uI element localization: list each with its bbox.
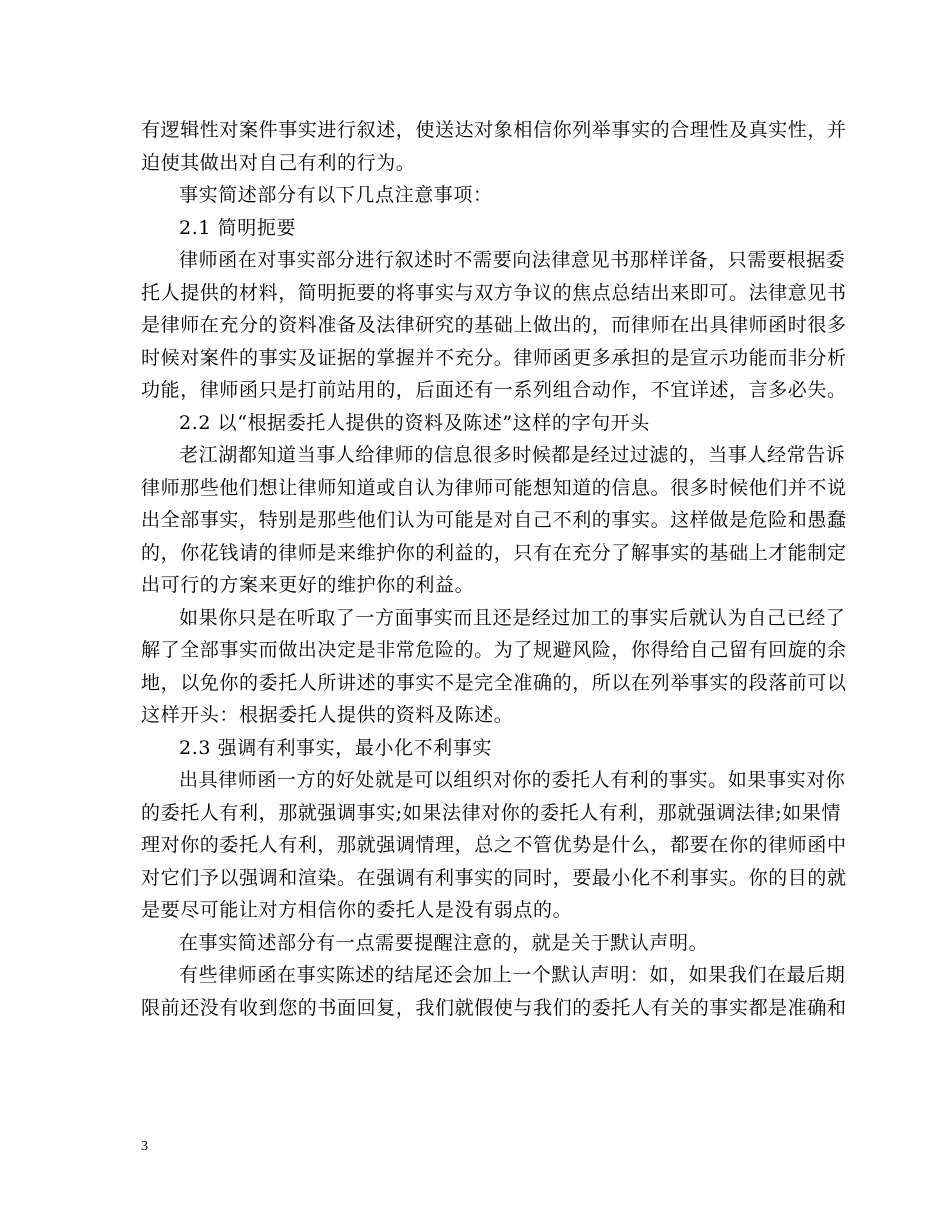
text-line: 理对你的委托人有利，那就强调情理，总之不管优势是什么，都要在你的律师函中 — [141, 834, 847, 856]
text-line: 解了全部事实而做出决定是非常危险的。为了规避风险，你得给自己留有回旋的余 — [141, 639, 847, 661]
text-line: 限前还没有收到您的书面回复，我们就假使与我们的委托人有关的事实都是准确和 — [141, 996, 847, 1019]
text-line: 出具律师函一方的好处就是可以组织对你的委托人有利的事实。如果事实对你 — [179, 769, 846, 791]
text-line: 如果你只是在听取了一方面事实而且还是经过加工的事实后就认为自己已经了 — [179, 606, 846, 629]
text-line: 的委托人有利，那就强调事实;如果法律对你的委托人有利，那就强调法律;如果情 — [141, 801, 842, 824]
text-line: 2.3 强调有利事实，最小化不利事实 — [179, 736, 493, 759]
text-line: 律师那些他们想让律师知道或自认为律师可能想知道的信息。很多时候他们并不说 — [141, 476, 847, 499]
text-line: 有逻辑性对案件事实进行叙述，使送达对象相信你列举事实的合理性及真实性，并 — [141, 119, 847, 141]
text-line: 是要尽可能让对方相信你的委托人是没有弱点的。 — [141, 899, 573, 921]
text-line: 2.1 简明扼要 — [179, 216, 297, 239]
text-line: 在事实简述部分有一点需要提醒注意的，就是关于默认声明。 — [179, 931, 709, 954]
text-line: 这样开头：根据委托人提供的资料及陈述。 — [141, 704, 514, 726]
text-line: 是律师在充分的资料准备及法律研究的基础上做出的，而律师在出具律师函时很多 — [141, 314, 847, 336]
text-line: 有些律师函在事实陈述的结尾还会加上一个默认声明：如，如果我们在最后期 — [179, 964, 846, 986]
text-line: 迫使其做出对自己有利的行为。 — [141, 151, 416, 174]
text-line: 地，以免你的委托人所讲述的事实不是完全准确的，所以在列举事实的段落前可以 — [141, 671, 847, 694]
text-line: 功能，律师函只是打前站用的，后面还有一系列组合动作，不宜详述，言多必失。 — [141, 379, 847, 401]
text-line: 对它们予以强调和渲染。在强调有利事实的同时，要最小化不利事实。你的目的就 — [141, 866, 847, 889]
text-line: 的，你花钱请的律师是来维护你的利益的，只有在充分了解事实的基础上才能制定 — [141, 541, 847, 564]
text-line: 事实简述部分有以下几点注意事项： — [179, 184, 493, 206]
document-body — [141, 114, 847, 1024]
text-lines — [141, 114, 847, 1024]
text-line: 律师函在对事实部分进行叙述时不需要向法律意见书那样详备，只需要根据委 — [179, 249, 846, 271]
page-number: 3 — [141, 1139, 148, 1154]
text-line: 2.2 以“根据委托人提供的资料及陈述”这样的字句开头 — [179, 411, 650, 434]
text-line: 托人提供的材料，简明扼要的将事实与双方争议的焦点总结出来即可。法律意见书 — [141, 281, 847, 304]
text-line: 时候对案件的事实及证据的掌握并不充分。律师函更多承担的是宣示功能而非分析 — [141, 346, 847, 369]
text-line: 老江湖都知道当事人给律师的信息很多时候都是经过过滤的，当事人经常告诉 — [179, 444, 846, 466]
text-line: 出可行的方案来更好的维护你的利益。 — [141, 574, 475, 596]
text-line: 出全部事实，特别是那些他们认为可能是对自己不利的事实。这样做是危险和愚蠢 — [141, 509, 847, 531]
